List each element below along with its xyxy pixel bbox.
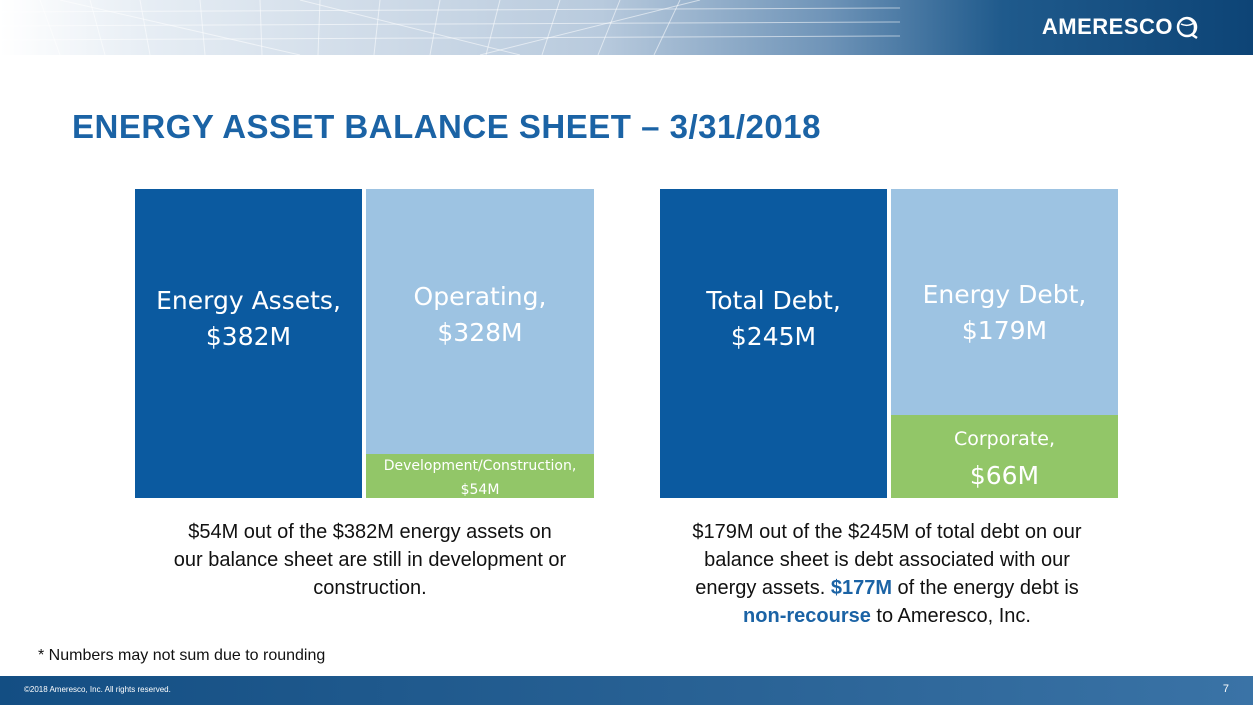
energy-debt-value: $179M — [961, 316, 1048, 345]
globe-leaf-icon — [1175, 14, 1201, 40]
operating-block — [366, 189, 594, 454]
operating-value: $328M — [437, 318, 523, 347]
debt-caption-line4: to Ameresco, Inc. — [870, 605, 1031, 627]
energy-debt-label: Energy Debt, — [922, 280, 1087, 309]
development-label: Development/Construction, — [383, 458, 577, 474]
corporate-label: Corporate, — [953, 428, 1056, 450]
debt-caption-line1: $179M out of the $245M of total debt on our — [692, 521, 1082, 543]
energy-assets-label: Energy Assets, — [156, 286, 341, 315]
assets-caption-line3: construction. — [313, 577, 427, 599]
debt-caption-line2: balance sheet is debt associated with our — [704, 549, 1070, 571]
debt-caption-highlight-nonrecourse: non-recourse — [743, 605, 871, 627]
operating-label: Operating, — [413, 282, 547, 311]
header-banner — [0, 0, 1253, 55]
assets-caption-line2: our balance sheet are still in development or — [173, 549, 567, 571]
copyright-text: ©2018 Ameresco, Inc. All rights reserved. — [24, 685, 171, 694]
debt-caption-line3b: of the energy debt is — [891, 577, 1079, 599]
page-number: 7 — [1222, 683, 1229, 695]
energy-debt-block — [891, 189, 1118, 415]
debt-caption-highlight-amount: $177M — [830, 577, 892, 599]
ameresco-logo — [1042, 14, 1201, 40]
corporate-value: $66M — [969, 461, 1040, 490]
assets-caption-line1: $54M out of the $382M energy assets on — [188, 521, 552, 543]
energy-assets-block — [135, 189, 362, 498]
rounding-footnote: * Numbers may not sum due to rounding — [38, 647, 326, 664]
assets-caption — [120, 518, 620, 602]
development-block — [366, 454, 594, 498]
total-debt-label: Total Debt, — [706, 286, 841, 315]
debt-caption-line3a: energy assets. — [695, 577, 831, 599]
development-value: $54M — [460, 482, 500, 498]
building-grid-graphic — [0, 0, 900, 55]
total-debt-block — [660, 189, 887, 498]
corporate-block — [891, 415, 1118, 498]
footer-bar — [0, 676, 1253, 705]
page-title: ENERGY ASSET BALANCE SHEET – 3/31/2018 — [72, 108, 821, 145]
energy-assets-value: $382M — [205, 322, 292, 351]
debt-caption — [632, 518, 1142, 630]
logo-text: AMERESCO — [1041, 14, 1173, 39]
total-debt-value: $245M — [730, 322, 817, 351]
